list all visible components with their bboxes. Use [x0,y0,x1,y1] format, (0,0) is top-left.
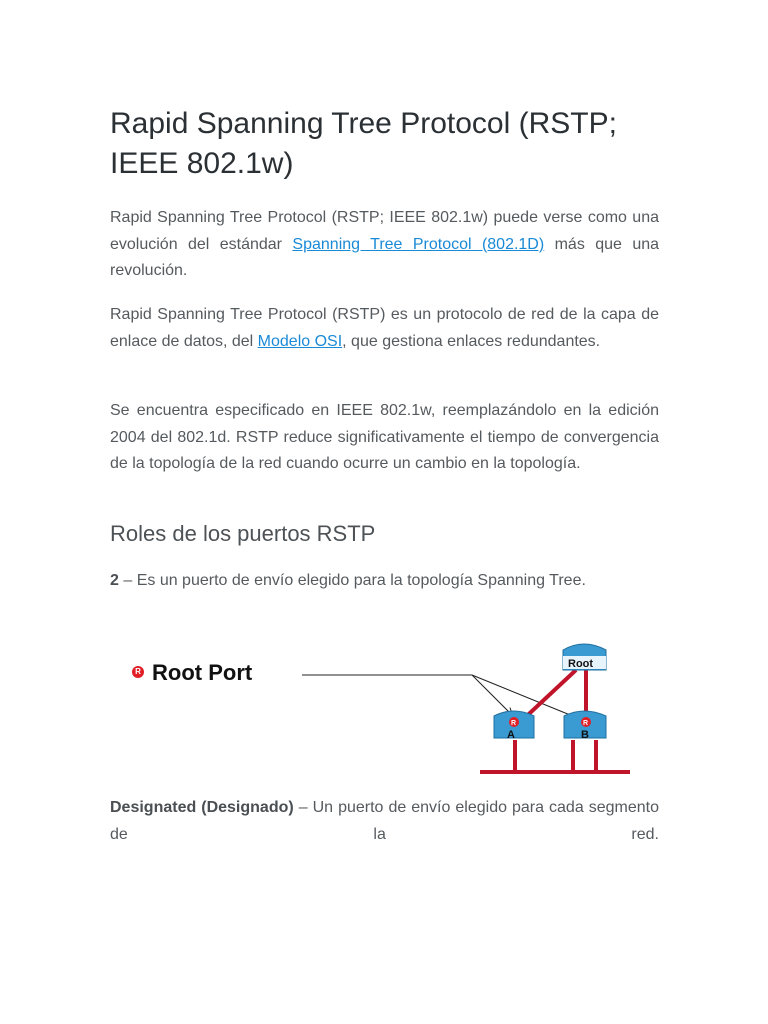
designated-term: Designated (Designado) [110,799,294,816]
section-heading: Roles de los puertos RSTP [110,521,376,546]
designated-description [110,795,659,848]
svg-text:B: B [581,729,589,741]
intro-text: Rapid Spanning Tree Protocol (RSTP; IEEE 802.1w) puede verse como una evolución del estándar [110,209,659,253]
pointer-arrow-a [472,675,512,715]
svg-text:A: A [507,729,515,741]
root-port-text: – Es un puerto de envío elegido para la topología Spanning Tree. [118,572,586,589]
designated-text: – Un puerto de envío elegido para cada segmento de la red. [110,799,660,843]
switch-b-icon [564,711,606,741]
osi-model-link[interactable]: Modelo OSI [257,332,343,350]
intro-text-after: más que una revolución. [110,235,660,279]
svg-text:R: R [583,720,589,727]
definition-text: Rapid Spanning Tree Protocol (RSTP) es un protocolo de red de la capa de enlace de datos, del [110,306,659,350]
root-port-number: 2 [110,572,119,589]
switch-a-icon [494,711,534,741]
topology-svg [120,628,640,784]
rstp-definition-paragraph [110,302,659,355]
intro-paragraph [110,205,659,285]
definition-text-after: , que gestiona enlaces redundantes. [342,332,601,350]
stp-link[interactable]: Spanning Tree Protocol (802.1D) [292,235,545,253]
specification-paragraph: Se encuentra especificado en IEEE 802.1w, reemplazándolo en la edición 2004 del 802.1d. RSTP reduce significativamente el tiempo de convergencia de la topología de la red cuando ocurre un cambio en la topología. [110,402,659,472]
root-port-marker-icon: R [132,666,144,678]
svg-text:R: R [511,720,517,727]
root-switch-icon [563,644,606,670]
root-port-legend-label: Root Port [152,660,253,685]
svg-text:Root: Root [568,658,594,670]
root-port-diagram [120,628,640,784]
root-port-description [110,568,659,595]
page-title: Rapid Spanning Tree Protocol (RSTP; IEEE 802.1w) [110,107,617,180]
